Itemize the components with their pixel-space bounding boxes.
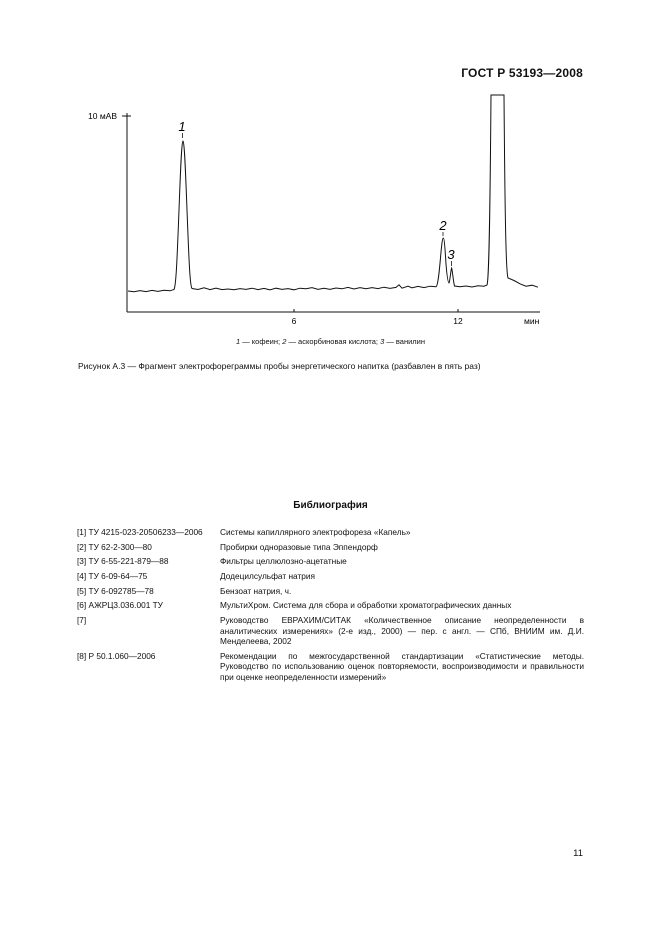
- bibliography-ref: [7]: [77, 615, 87, 626]
- bibliography-entry: [77, 600, 584, 611]
- bibliography-entry: [77, 556, 584, 567]
- bibliography-ref: [5] ТУ 6-092785—78: [77, 585, 154, 596]
- y-scale-label: 10 мАВ: [88, 111, 117, 121]
- bibliography-entry: [77, 527, 584, 538]
- x-axis-unit: мин: [524, 316, 540, 326]
- signal-trace: [128, 95, 538, 292]
- figure-legend: [0, 337, 661, 346]
- bibliography-ref: [2] ТУ 62-2-300—80: [77, 541, 152, 552]
- legend-num-1: 1: [235, 337, 241, 346]
- peak-label-3: 3: [447, 247, 455, 262]
- bibliography-entry: [77, 542, 584, 553]
- figure-caption: Рисунок А.3 — Фрагмент электрофореграммы пробы энергетического напитка (разбавлен в пять раз): [78, 361, 481, 371]
- bibliography-text: МультиХром. Система для сбора и обработки хроматографических данных: [220, 600, 512, 611]
- x-tick-label-12: 12: [453, 316, 463, 326]
- bibliography-text: Додецилсульфат натрия: [220, 571, 316, 582]
- bibliography-ref: [6] АЖРЦ3.036.001 ТУ: [77, 600, 163, 611]
- bibliography-text: Рекомендации по межгосударственной стандартизации «Статистические методы. Руководство по использованию оценок повторяемости, воспроизводимости и правильности при оценке неопределенности измерений»: [220, 650, 584, 682]
- x-tick-label-6: 6: [291, 316, 297, 326]
- bibliography-entry: [77, 571, 584, 582]
- bibliography-title: Библиография: [293, 500, 368, 511]
- bibliography-entry: [77, 586, 584, 597]
- bibliography-list: [77, 527, 584, 687]
- peak-label-2: 2: [439, 218, 447, 233]
- legend-num-2: 2: [282, 337, 287, 346]
- legend-text-2: — аскорбиновая кислота;: [286, 337, 381, 346]
- bibliography-text: Руководство ЕВРАХИМ/СИТАК «Количественное описание неопределенности в аналитических измерениях» (2-е изд., 2000) — пер. с англ. — СПб, ВНИИМ им. Д.И. Менделеева, 2002: [220, 615, 584, 647]
- bibliography-text: Системы капиллярного электрофореза «Капель»: [220, 527, 411, 537]
- peak-label-1: 1: [178, 119, 186, 134]
- electropherogram: [0, 0, 661, 350]
- bibliography-ref: [8] Р 50.1.060—2006: [77, 650, 156, 661]
- legend-text-1: — кофеин;: [240, 337, 283, 346]
- bibliography-ref: [1] ТУ 4215-023-20506233—2006: [77, 527, 203, 537]
- bibliography-ref: [3] ТУ 6-55-221-879—88: [77, 556, 169, 567]
- bibliography-entry: [77, 651, 584, 683]
- bibliography-ref: [4] ТУ 6-09-64—75: [77, 571, 148, 582]
- bibliography-text: Бензоат натрия, ч.: [220, 585, 292, 596]
- bibliography-text: Фильтры целлюлозно-ацетатные: [220, 556, 347, 567]
- page-number: 11: [573, 848, 583, 859]
- bibliography-entry: [77, 615, 584, 647]
- standard-code: ГОСТ Р 53193—2008: [461, 66, 583, 80]
- legend-text-3: — ванилин: [384, 337, 426, 346]
- bibliography-text: Пробирки одноразовые типа Эппендорф: [220, 541, 378, 552]
- legend-num-3: 3: [380, 337, 385, 346]
